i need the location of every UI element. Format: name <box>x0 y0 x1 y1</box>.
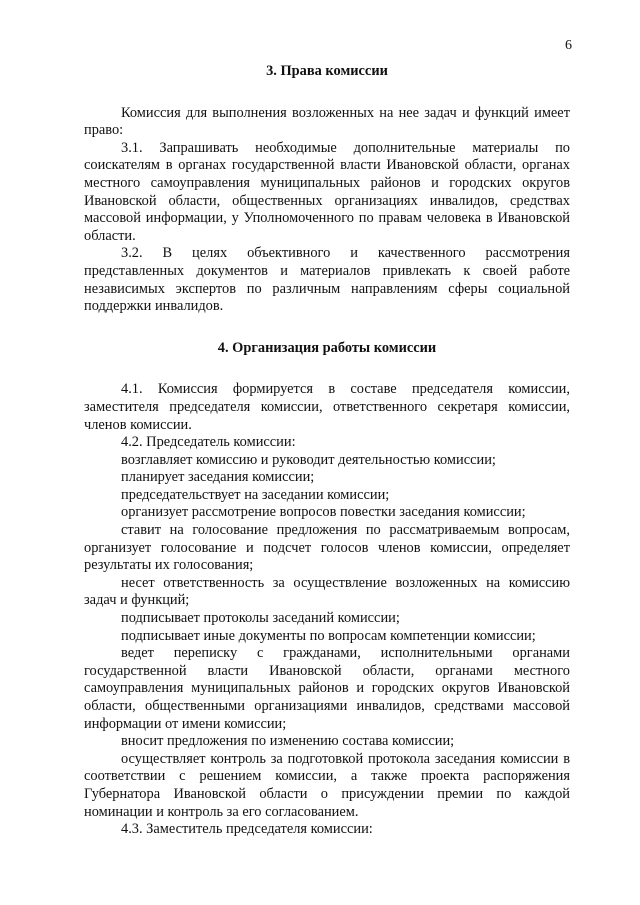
paragraph: организует рассмотрение вопросов повестки заседания комиссии; <box>121 504 526 521</box>
paragraph: ставит на голосование предложения по рассматриваемым вопросам, организует голосование и подсчет голосов членов комиссии, определяет результаты их голосования; <box>84 522 570 574</box>
section-4-heading: 4. Организация работы комиссии <box>217 339 437 356</box>
paragraph: 4.1. Комиссия формируется в составе председателя комиссии, заместителя председателя комиссии, ответственного секретаря комиссии, членов комиссии. <box>84 381 570 433</box>
paragraph: ведет переписку с гражданами, исполнительными органами государственной власти Ивановской области, органами местного самоуправления муниципальных районов и городских округов Ивановской области, общественными организациями инвалидов, средствами массовой информации от имени комиссии; <box>84 645 570 732</box>
paragraph: осуществляет контроль за подготовкой протокола заседания комиссии в соответствии с решением комиссии, а также проекта распоряжения Губернатора Ивановской области о присуждении премии по каждой номинации и контроль за его согласованием. <box>84 750 570 820</box>
paragraph: 3.1. Запрашивать необходимые дополнительные материалы по соискателям в органах государственной власти Ивановской области, органах местного самоуправления муниципальных районов и городских округов Ивановской области, общественных организациях инвалидов, средствах массовой информации, у Уполномоченного по правам человека в Ивановской области. <box>84 139 570 244</box>
paragraph: подписывает протоколы заседаний комиссии; <box>121 610 400 627</box>
paragraph: 4.2. Председатель комиссии: <box>121 434 296 451</box>
paragraph: вносит предложения по изменению состава комиссии; <box>121 733 455 750</box>
spacer <box>84 316 570 340</box>
spacer <box>84 81 570 105</box>
paragraph: несет ответственность за осуществление возложенных на комиссию задач и функций; <box>84 574 570 609</box>
document-body <box>84 63 570 839</box>
paragraph: председательствует на заседании комиссии; <box>121 486 390 503</box>
spacer <box>84 357 570 381</box>
page-number: 6 <box>565 38 572 53</box>
paragraph: возглавляет комиссию и руководит деятельностью комиссии; <box>121 451 496 468</box>
paragraph: 3.2. В целях объективного и качественного рассмотрения представленных документов и материалов привлекать к своей работе независимых экспертов по различным направлениям сферы социальной поддержки инвалидов. <box>84 245 570 315</box>
paragraph: планирует заседания комиссии; <box>121 469 315 486</box>
paragraph: Комиссия для выполнения возложенных на нее задач и функций имеет право: <box>84 104 570 139</box>
paragraph: подписывает иные документы по вопросам компетенции комиссии; <box>121 627 536 644</box>
section-3-heading: 3. Права комиссии <box>266 63 388 79</box>
paragraph: 4.3. Заместитель председателя комиссии: <box>121 821 373 838</box>
